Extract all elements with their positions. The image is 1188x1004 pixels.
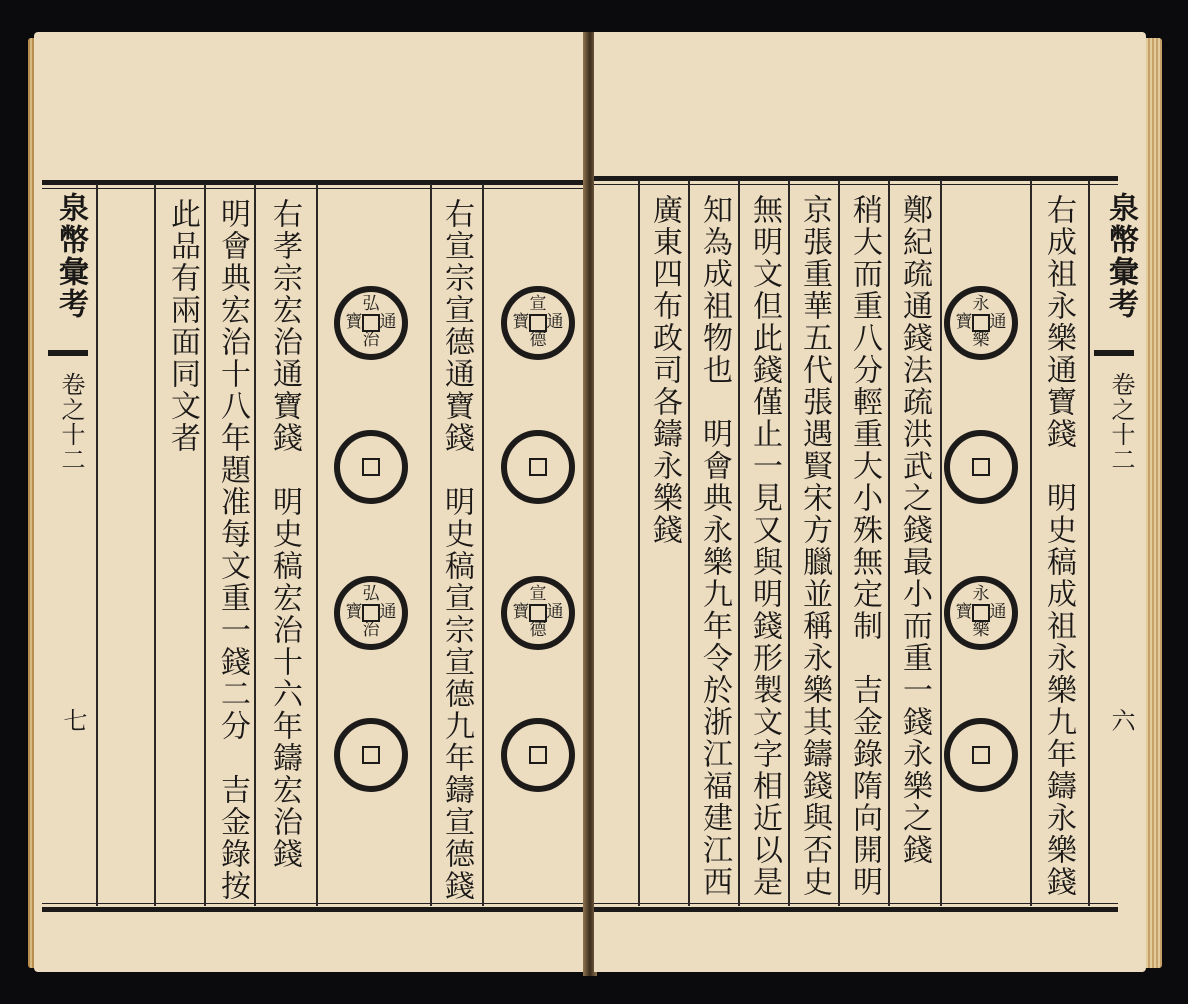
left-text-column-1: 右宣宗宣德通寶錢 明史稿宣宗宣德九年鑄宣德錢: [439, 198, 474, 902]
coin-hongzhi-reverse-1: [334, 430, 408, 504]
left-text-column-3: 明會典宏治十八年題准每文重一錢二分 吉金錄按: [215, 198, 250, 902]
right-text-column-7: 廣東四布政司各鑄永樂錢: [647, 194, 682, 546]
coin-xuande-reverse-2: [501, 718, 575, 792]
coin-xuande-obverse-1: 宣 通 德 寶: [501, 286, 575, 360]
left-fishtail-mark: [48, 350, 88, 356]
right-page: [594, 32, 1146, 972]
right-text-column-4: 京張重華五代張遇賢宋方臘並稱永樂其鑄錢與否史: [797, 194, 832, 898]
left-margin-title: 泉幣彙考: [53, 192, 88, 320]
right-text-column-3: 稍大而重八分輕重大小殊無定制 吉金錄隋向開明: [847, 194, 882, 898]
left-page: [34, 32, 586, 972]
coin-xuande-reverse-1: [501, 430, 575, 504]
coin-hongzhi-obverse-1: 弘 通 治 寶: [334, 286, 408, 360]
left-margin-volume: 卷之十二: [57, 372, 85, 472]
right-text-column-1: 右成祖永樂通寶錢 明史稿成祖永樂九年鑄永樂錢: [1041, 194, 1076, 898]
left-text-column-4: 此品有兩面同文者: [165, 198, 200, 454]
right-margin-volume: 卷之十二: [1107, 372, 1135, 472]
coin-hongzhi-obverse-2: 弘 通 治 寶: [334, 576, 408, 650]
open-book: [28, 28, 1162, 976]
coin-yongle-obverse-1: 永 通 樂 寶: [944, 286, 1018, 360]
right-margin-page-number: 六: [1107, 708, 1135, 732]
coin-yongle-reverse-2: [944, 718, 1018, 792]
right-text-column-5: 無明文但此錢僅止一見又與明錢形製文字相近以是: [747, 194, 782, 898]
coin-hongzhi-reverse-2: [334, 718, 408, 792]
right-text-column-2: 鄭紀疏通錢法疏洪武之錢最小而重一錢永樂之錢: [897, 194, 932, 866]
coin-yongle-reverse-1: [944, 430, 1018, 504]
left-margin-page-number: 七: [59, 708, 87, 732]
right-margin-title: 泉幣彙考: [1103, 192, 1138, 320]
right-text-column-6: 知為成祖物也 明會典永樂九年令於浙江福建江西: [697, 194, 732, 898]
coin-xuande-obverse-2: 宣 通 德 寶: [501, 576, 575, 650]
coin-yongle-obverse-2: 永 通 樂 寶: [944, 576, 1018, 650]
left-text-column-2: 右孝宗宏治通寶錢 明史稿宏治十六年鑄宏治錢: [267, 198, 302, 870]
right-fishtail-mark: [1094, 350, 1134, 356]
